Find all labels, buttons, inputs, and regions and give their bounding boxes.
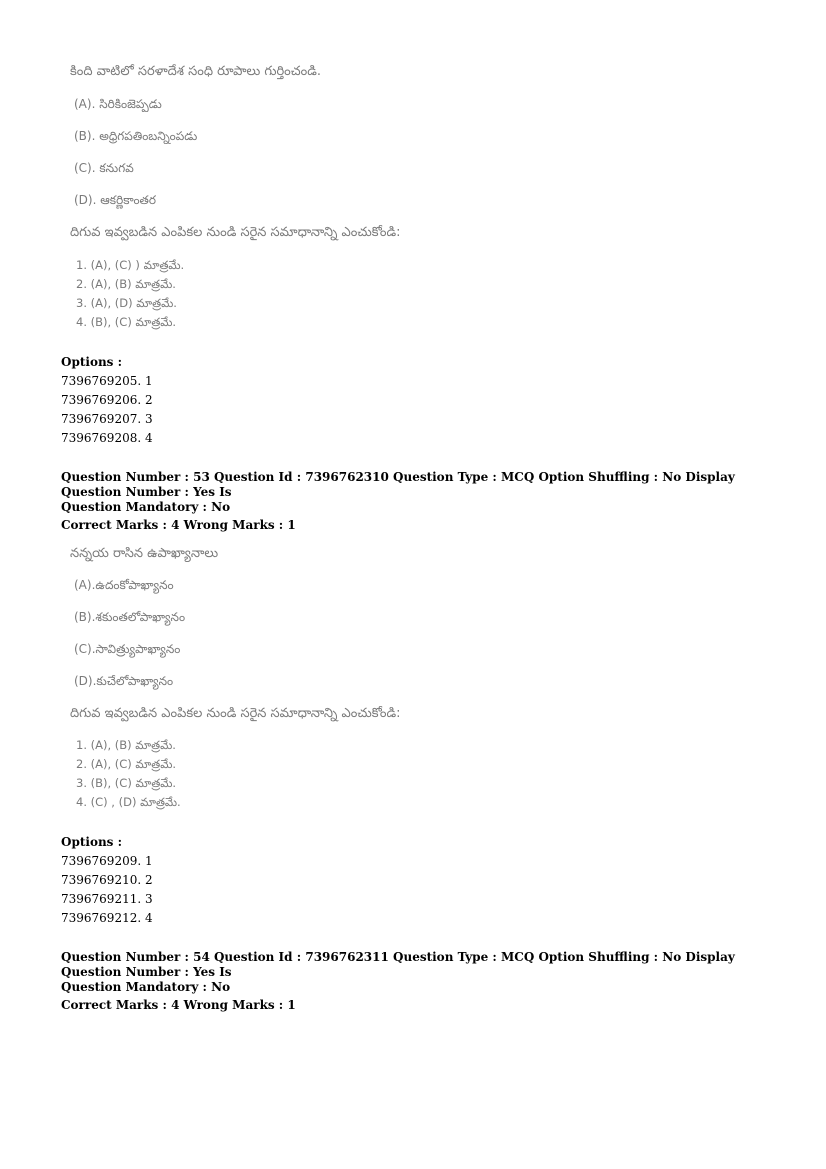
question-meta-line: Question Mandatory : No: [61, 980, 231, 994]
question-item-b: (B).శకుంతలోపాఖ్యానం: [74, 610, 186, 624]
question-item-a: (A).ఉదంకోపాఖ్యానం: [74, 578, 174, 592]
answer-choice-2: 2. (A), (B) మాత్రమే.: [76, 277, 176, 291]
question-52-body: [70, 64, 770, 334]
option-row: 7396769210. 2: [61, 873, 153, 887]
question-52-options: [61, 353, 153, 448]
question-instruction: దిగువ ఇవ్వబడిన ఎంపికల నుండి సరైన సమాధానాన్ని ఎంచుకోండి:: [70, 706, 401, 721]
question-54-meta: [61, 950, 761, 1013]
answer-choice-3: 3. (B), (C) మాత్రమే.: [76, 776, 177, 790]
question-meta-line: Question Number : 54 Question Id : 7396762311 Question Type : MCQ Option Shuffling : No Display Question Number : Yes Is: [61, 950, 735, 979]
answer-choice-4: 4. (C) , (D) మాత్రమే.: [76, 795, 181, 809]
answer-choice-2: 2. (A), (C) మాత్రమే.: [76, 757, 177, 771]
question-53-meta: [61, 470, 761, 533]
answer-choice-3: 3. (A), (D) మాత్రమే.: [76, 296, 177, 310]
options-label: Options :: [61, 355, 123, 369]
answer-choice-1: 1. (A), (B) మాత్రమే.: [76, 738, 176, 752]
question-stem: నన్నయ రాసిన ఉపాఖ్యానాలు: [70, 546, 219, 561]
answer-choice-4: 4. (B), (C) మాత్రమే.: [76, 315, 177, 329]
question-item-c: (C). కనుగవ: [74, 161, 134, 175]
option-row: 7396769209. 1: [61, 854, 153, 868]
answer-choice-1: 1. (A), (C) ) మాత్రమే.: [76, 258, 185, 272]
marks-line: Correct Marks : 4 Wrong Marks : 1: [61, 998, 296, 1012]
options-label: Options :: [61, 835, 123, 849]
question-53-body: [70, 546, 770, 816]
question-item-a: (A). సిరికింజెప్పడు: [74, 97, 162, 111]
option-row: 7396769205. 1: [61, 374, 153, 388]
question-meta-line: Question Mandatory : No: [61, 500, 231, 514]
question-meta-line: Question Number : 53 Question Id : 7396762310 Question Type : MCQ Option Shuffling : No Display Question Number : Yes Is: [61, 470, 735, 499]
question-stem: కింది వాటిలో సరళాదేశ సంధి రూపాలు గుర్తించండి.: [70, 64, 321, 79]
question-item-d: (D).కుచేలోపాఖ్యానం: [74, 674, 174, 688]
option-row: 7396769212. 4: [61, 911, 153, 925]
question-item-c: (C).సావిత్ర్యుపాఖ్యానం: [74, 642, 181, 656]
marks-line: Correct Marks : 4 Wrong Marks : 1: [61, 518, 296, 532]
question-item-b: (B). అధ్రిగపతింబన్నింపడు: [74, 129, 198, 143]
question-item-d: (D). ఆకర్ణికాంతర: [74, 193, 156, 207]
question-instruction: దిగువ ఇవ్వబడిన ఎంపికల నుండి సరైన సమాధానాన్ని ఎంచుకోండి:: [70, 225, 401, 240]
option-row: 7396769208. 4: [61, 431, 153, 445]
question-53-options: [61, 833, 153, 928]
option-row: 7396769206. 2: [61, 393, 153, 407]
option-row: 7396769207. 3: [61, 412, 153, 426]
option-row: 7396769211. 3: [61, 892, 153, 906]
